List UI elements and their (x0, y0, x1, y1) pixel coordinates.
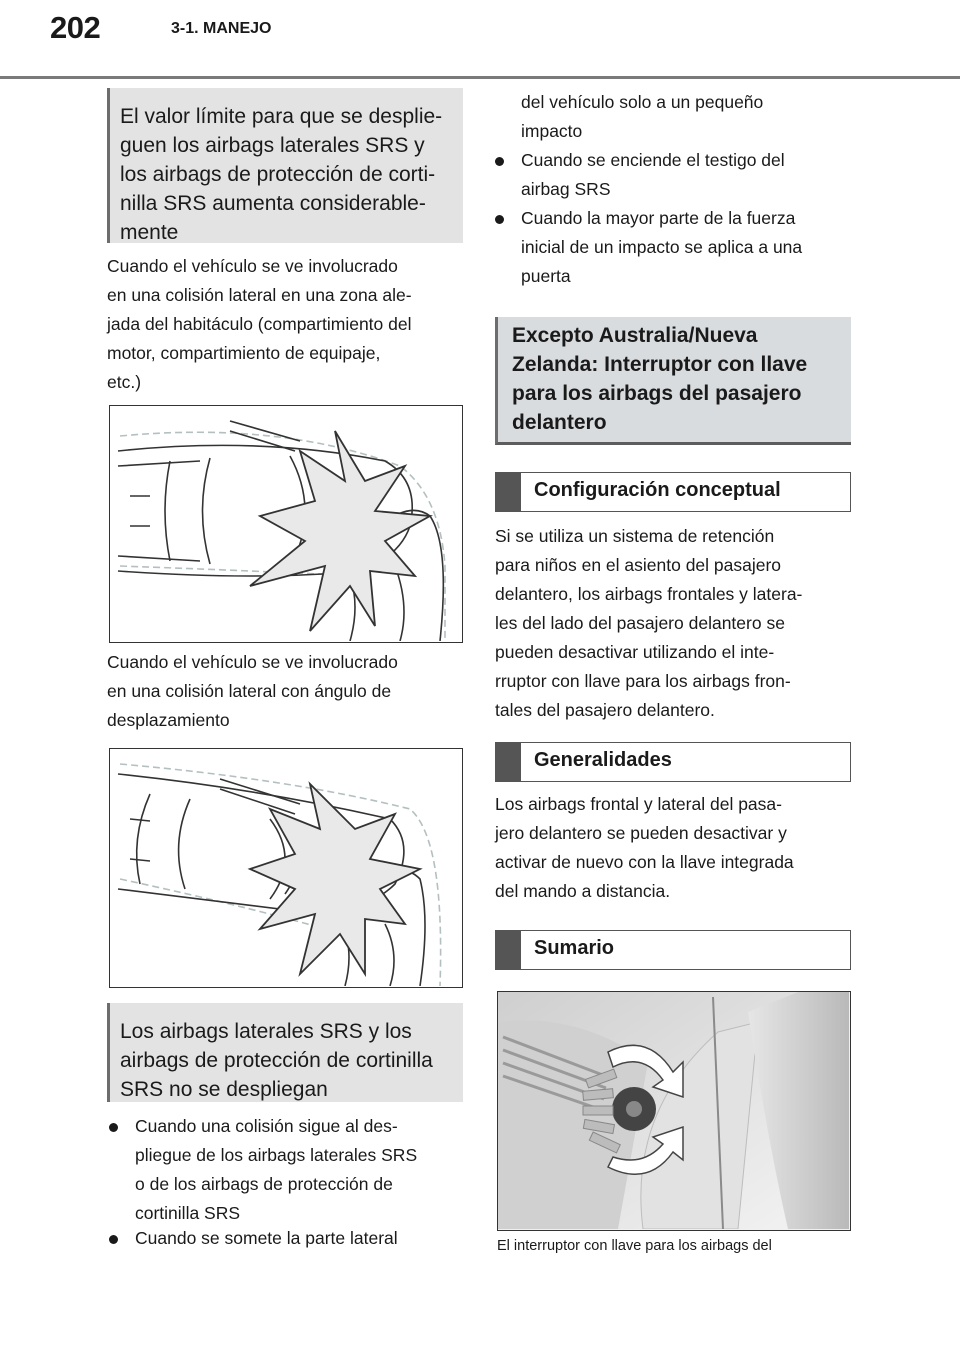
subheading-label: Configuración conceptual (534, 479, 781, 501)
bullet-continuation (521, 88, 851, 146)
section-title: 3-1. MANEJO (171, 20, 272, 37)
paragraph-line: Cuando el vehículo se ve involucrado (107, 652, 398, 672)
page-number: 202 (50, 10, 101, 45)
heading-line: delantero (512, 411, 607, 434)
figure-caption: El interruptor con llave para los airbags del (497, 1238, 772, 1254)
key-switch-drawing (498, 992, 849, 1229)
callout-threshold-increase (107, 88, 463, 243)
illustration-angled-collision (109, 748, 463, 988)
paragraph-deactivate-reactivate (495, 790, 860, 906)
bullet-line: Cuando la mayor parte de la fuerza (521, 208, 796, 228)
bullet-small-impact (109, 1224, 469, 1253)
callout-line: El valor límite para que se desplie- (120, 105, 443, 128)
callout-line: guen los airbags laterales SRS y (120, 134, 425, 157)
paragraph-line: en una colisión lateral con ángulo de (107, 681, 392, 701)
heading-line: Zelanda: Interruptor con llave (512, 353, 808, 376)
paragraph-side-collision-away (107, 252, 467, 397)
bullet-line: o de los airbags de protección de (135, 1174, 393, 1194)
paragraph-line: del mando a distancia. (495, 881, 671, 901)
paragraph-line: motor, compartimiento de equipaje, (107, 343, 381, 363)
subheading-summary (495, 930, 851, 970)
subheading-conceptual-config (495, 472, 851, 512)
callout-line: mente (120, 221, 179, 244)
paragraph-side-collision-angle (107, 648, 467, 735)
callout-line: nilla SRS aumenta considerable- (120, 192, 426, 215)
heading-marker (496, 743, 521, 781)
heading-line: Excepto Australia/Nueva (512, 324, 758, 347)
bullet-door-impact (495, 204, 855, 291)
illustration-side-collision-cabin (109, 405, 463, 643)
heading-line: para los airbags del pasajero (512, 382, 802, 405)
bullet-dot (109, 1123, 118, 1132)
bullet-line: cortinilla SRS (135, 1203, 241, 1223)
subheading-label: Generalidades (534, 749, 672, 771)
paragraph-line: delantero, los airbags frontales y latera- (495, 584, 803, 604)
bullet-dot (495, 215, 504, 224)
paragraph-line: Cuando el vehículo se ve involucrado (107, 256, 398, 276)
paragraph-line: impacto (521, 121, 583, 141)
paragraph-line: pueden desactivar utilizando el inte- (495, 642, 775, 662)
paragraph-line: Si se utiliza un sistema de retención (495, 526, 775, 546)
header-divider (0, 76, 960, 79)
callout-line: Los airbags laterales SRS y los (120, 1020, 412, 1043)
impact-burst (250, 784, 420, 974)
car-angled-collision-drawing (110, 749, 461, 986)
bullet-line: Cuando se somete la parte lateral (135, 1228, 398, 1248)
bullet-line: Cuando se enciende el testigo del (521, 150, 785, 170)
callout-airbags-not-deploy (107, 1003, 463, 1102)
paragraph-line: les del lado del pasajero delantero se (495, 613, 785, 633)
subheading-label: Sumario (534, 937, 615, 959)
callout-line: airbags de protección de cortinilla (120, 1049, 433, 1072)
bullet-line: airbag SRS (521, 179, 611, 199)
car-collision-drawing (110, 406, 461, 641)
bullet-after-deployment (109, 1112, 469, 1228)
subheading-overview (495, 742, 851, 782)
bullet-line: inicial de un impacto se aplica a una (521, 237, 803, 257)
heading-marker (496, 931, 521, 969)
paragraph-line: rruptor con llave para los airbags fron- (495, 671, 791, 691)
callout-line: SRS no se despliegan (120, 1078, 328, 1101)
paragraph-line: jada del habitáculo (compartimiento del (107, 314, 412, 334)
paragraph-child-restraint (495, 522, 860, 725)
paragraph-line: para niños en el asiento del pasajero (495, 555, 782, 575)
paragraph-line: jero delantero se pueden desactivar y (495, 823, 787, 843)
callout-line: los airbags de protección de corti- (120, 163, 436, 186)
paragraph-line: desplazamiento (107, 710, 230, 730)
bullet-dot (109, 1235, 118, 1244)
section-heading-key-switch (495, 317, 851, 445)
paragraph-line: del vehículo solo a un pequeño (521, 92, 764, 112)
paragraph-line: en una colisión lateral en una zona ale- (107, 285, 412, 305)
bullet-warning-light (495, 146, 855, 204)
heading-marker (496, 473, 521, 511)
paragraph-line: Los airbags frontal y lateral del pasa- (495, 794, 782, 814)
illustration-key-switch (497, 991, 851, 1231)
bullet-line: puerta (521, 266, 571, 286)
paragraph-line: tales del pasajero delantero. (495, 700, 715, 720)
paragraph-line: activar de nuevo con la llave integrada (495, 852, 794, 872)
bullet-line: pliegue de los airbags laterales SRS (135, 1145, 418, 1165)
bullet-dot (495, 157, 504, 166)
paragraph-line: etc.) (107, 372, 142, 392)
bullet-line: Cuando una colisión sigue al des- (135, 1116, 398, 1136)
